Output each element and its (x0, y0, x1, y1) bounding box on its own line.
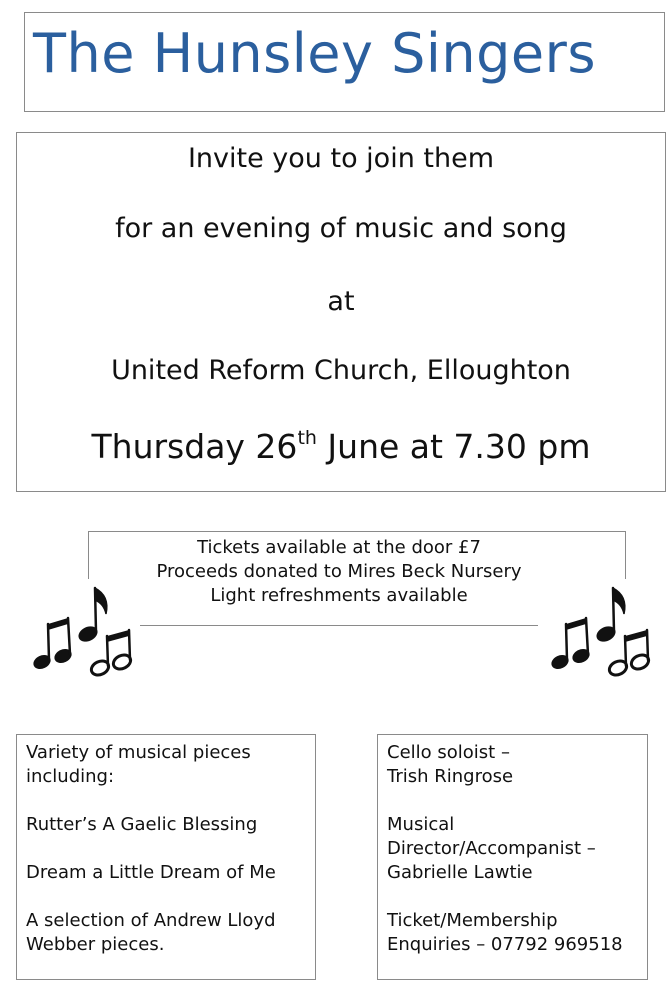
director-label-1: Musical (387, 814, 455, 835)
enquiries-phone: Enquiries – 07792 969518 (387, 934, 623, 955)
date-rest: June at 7.30 pm (316, 427, 591, 466)
cello-soloist (387, 741, 513, 789)
invitation-box (16, 132, 666, 492)
enquiries (387, 909, 623, 957)
frame-right (625, 531, 626, 579)
programme-box (16, 734, 316, 980)
frame-bottom (140, 625, 538, 626)
director-name: Gabrielle Lawtie (387, 862, 533, 883)
programme-intro-line-2: including: (26, 766, 115, 787)
cello-name: Trish Ringrose (387, 766, 514, 787)
programme-item-3-line-1: A selection of Andrew Lloyd (26, 910, 276, 931)
programme-intro (26, 741, 251, 789)
programme-item-3 (26, 909, 276, 957)
enquiries-label: Ticket/Membership (387, 910, 558, 931)
event-date (17, 427, 665, 466)
director-label-2: Director/Accompanist – (387, 838, 596, 859)
venue: United Reform Church, Elloughton (111, 355, 571, 386)
frame-top (88, 531, 626, 532)
date-day: Thursday 26 (91, 427, 298, 466)
date-suffix: th (297, 427, 317, 449)
invite-line-1: Invite you to join them (187, 143, 495, 174)
programme-intro-line-1: Variety of musical pieces (26, 742, 251, 763)
invite-line-3: at (327, 286, 355, 317)
tickets-refreshments: Light refreshments available (210, 585, 468, 606)
credits-box (377, 734, 648, 980)
programme-item-1: Rutter’s A Gaelic Blessing (26, 814, 258, 835)
cello-label: Cello soloist – (387, 742, 510, 763)
page-title: The Hunsley Singers (33, 22, 596, 85)
invite-line-2: for an evening of music and song (115, 213, 567, 244)
programme-item-3-line-2: Webber pieces. (26, 934, 165, 955)
programme-item-2: Dream a Little Dream of Me (26, 862, 276, 883)
title-box (24, 12, 665, 112)
music-notes-icon (30, 582, 138, 682)
tickets-proceeds: Proceeds donated to Mires Beck Nursery (156, 561, 522, 582)
tickets-price: Tickets available at the door £7 (197, 537, 481, 558)
music-notes-icon (548, 582, 656, 682)
musical-director (387, 813, 596, 885)
tickets-info (88, 531, 626, 626)
